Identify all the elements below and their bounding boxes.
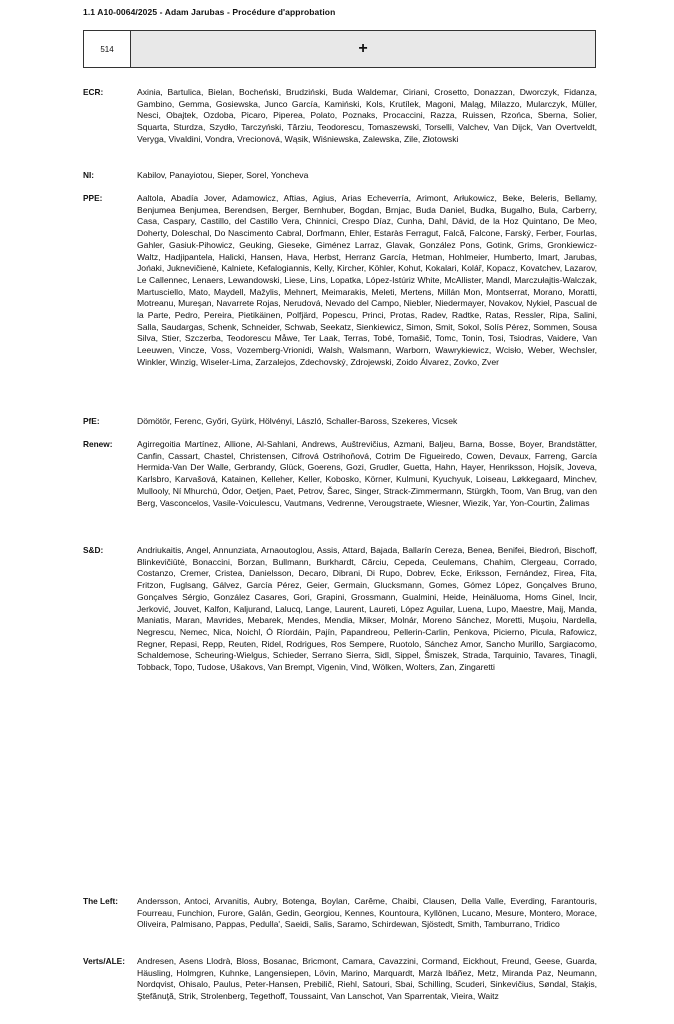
group-members: Agirregoitia Martínez, Allione, Al-Sahlani, Andrews, Auštrevičius, Azmani, Baljeu, Barna, Bosse, Boyer, Brandstätter, Canfin, Cassart, Chastel, Christensen, Cifrová Ostrihoňová, Cotrim De Figueiredo, Cowen, Devaux, Farreng, García Hermida-Van Der Walle, Gerbrandy, Glück, Goerens, Gozi, Grudler, Guetta, Hahn, Hayer, Henriksson, Hojsík, Joveva, Karlsbro, Karvašová, Katainen, Kelleher, Keller, Kobosko, Körner, Kulmuni, Kyuchyuk, Loiseau, Løkkegaard, Minchev, Mullooly, Ní Mhurchú, Ödor, Oetjen, Paet, Petrov, Šarec, Singer, Strack-Zimmermann, Stürgkh, Toom, Van Brug, van den Berg, Vasconcelos, Vasile-Voiculescu, Vautmans, Vedrenne, Verougstraete, Wiesner, Wiezik, Yar, Yon-Courtin, Žalimas bbox=[137, 439, 597, 508]
group-label: The Left: bbox=[83, 896, 119, 906]
group-label: Verts/ALE: bbox=[83, 956, 125, 966]
group-renew bbox=[83, 439, 597, 509]
page-break bbox=[0, 812, 674, 818]
group-members: Axinia, Bartulica, Bielan, Bocheński, Brudziński, Buda Waldemar, Ciriani, Crosetto, Donazzan, Dworczyk, Fidanza, Gambino, Gemma, Gosiewska, Junco García, Kamiński, Kols, Krutílek, Magoni, Maląg, Milazzo, Mularczyk, Müller, Nesci, Obajtek, Ozdoba, Picaro, Piperea, Polato, Poznaks, Procaccini, Razza, Ruissen, Rzońca, Sberna, Solier, Squarta, Sturdza, Szydło, Tarczyński, Târziu, Teodorescu, Tomaszewski, Torselli, Valchev, Van Dijck, Van Overtveldt, Veryga, Vivaldini, Vondra, Vrecionová, Wąsik, Wiśniewska, Zalewska, Zile, Złotowski bbox=[137, 87, 597, 144]
group-members: Andresen, Asens Llodrà, Bloss, Bosanac, Bricmont, Camara, Cavazzini, Cormand, Eickhout, Freund, Geese, Guarda, Häusling, Holmgren, Kuhnke, Langensiepen, Lövin, Marino, Marquardt, Marzà Ibáñez, Metz, Miranda Paz, Neumann, Nordqvist, Ohisalo, Paulus, Peter-Hansen, Prebilič, Riehl, Satouri, Sbai, Schilling, Scuderi, Sinkevičius, Søndal, Staķis, Ştefănuţă, Strik, Strolenberg, Tegethoff, Toussaint, Van Lanschot, Van Sparrentak, Vieira, Waitz bbox=[137, 956, 597, 1002]
group-label: NI: bbox=[83, 170, 95, 180]
group-members: Dömötör, Ferenc, Győri, Gyürk, Hölvényi, László, Schaller-Baross, Szekeres, Vicsek bbox=[137, 416, 458, 426]
vote-sign: + bbox=[131, 31, 595, 67]
group-the-left bbox=[83, 896, 597, 931]
vote-result-box bbox=[83, 30, 596, 68]
group-members: Andersson, Antoci, Arvanitis, Aubry, Botenga, Boylan, Carême, Chaibi, Clausen, Della Valle, Everding, Farantouris, Fourreau, Funchion, Furore, Galán, Gedin, Georgiou, Kennes, Kountoura, Kyllönen, Lucano, Mesure, Montero, Morace, Oliveira, Palmisano, Pappas, Pedulla', Saeidi, Salis, Saramo, Schirdewan, Sjöstedt, Smith, Tamburrano, Tridico bbox=[137, 896, 597, 930]
group-label: Renew: bbox=[83, 439, 113, 449]
group-verts-ale bbox=[83, 956, 597, 1003]
group-label: S&D: bbox=[83, 545, 104, 555]
group-label: PfE: bbox=[83, 416, 100, 426]
vote-count: 514 bbox=[84, 31, 131, 67]
page-title: 1.1 A10-0064/2025 - Adam Jarubas - Procédure d'approbation bbox=[83, 7, 336, 17]
group-ecr bbox=[83, 87, 597, 146]
group-members: Andriukaitis, Angel, Annunziata, Arnaoutoglou, Assis, Attard, Bajada, Ballarín Cereza, Benea, Benifei, Biedroń, Bischoff, Blinkevičiūtė, Bonaccini, Borzan, Bullmann, Burkhardt, Cărciu, Cepeda, Ceulemans, Chahim, Clergeau, Corrado, Costanzo, Cremer, Cristea, Danielsson, Decaro, Dibrani, Di Rupo, Dobrev, Ecke, Eriksson, Fernández, Firea, Fita, Fritzon, Fuglsang, Gálvez, García Pérez, Geier, Germain, Glucksmann, Gomes, Gómez López, Gonçalves Bruno, Gonçalves Sérgio, González Casares, Gori, Grapini, Grossmann, Gualmini, Heide, Heinäluoma, Homs Ginel, Incir, Jerković, Jouvet, Kalfon, Kaljurand, Lalucq, Lange, Laurent, Laureti, López Aguilar, Luena, Lupo, Maestre, Maij, Manda, Maniatis, Maran, Mavrides, Mebarek, Mendes, Mendia, Mikser, Molnár, Moreno Sánchez, Moretti, Muşoiu, Nardella, Negrescu, Nemec, Nica, Noichl, Ó Ríordáin, Pajín, Papandreou, Pellerin-Carlin, Penkova, Picierno, Picula, Rafowicz, Regner, Repasi, Repp, Reuten, Ridel, Rodrigues, Ros Sempere, Ruotolo, Sánchez Amor, Sancho Murillo, Sargiacomo, Schaldemose, Scheuring-Wielgus, Schieder, Serrano Sierra, Sidl, Sippel, Šmiszek, Strada, Tarquinio, Tavares, Tinagli, Tobback, Topo, Tudose, Ušakovs, Van Brempt, Vigenin, Vind, Wölken, Wolters, Zan, Zingaretti bbox=[137, 545, 597, 673]
group-pfe bbox=[83, 416, 597, 428]
group-label: PPE: bbox=[83, 193, 103, 203]
group-members: Aaltola, Abadía Jover, Adamowicz, Aftias, Agius, Arias Echeverría, Arimont, Arłukowicz, Beke, Beleris, Bellamy, Benjumea Benjumea, Berendsen, Berger, Bernhuber, Bogdan, Brnjac, Buda Daniel, Budka, Bugalho, Bula, Carberry, Casa, Caspary, Castillo, del Castillo Vera, Chinnici, Crespo Díaz, Cunha, Dahl, Dávid, de la Hoz Quintano, De Meo, Doherty, Doleschal, Do Nascimento Cabral, Dorfmann, Ehler, Estaràs Ferragut, Falcă, Falcone, Farský, Ferber, Fourlas, Gahler, Gasiuk-Pihowicz, Geuking, Gieseke, Giménez Larraz, Glavak, González Pons, Gotink, Grims, Gronkiewicz-Waltz, Hadjipantela, Halicki, Hansen, Hava, Herbst, Herranz García, Hetman, Hohlmeier, Humberto, Imart, Jarubas, Jońaki, Juknevičienė, Kalniete, Kefalogiannis, Kelly, Kircher, Köhler, Kohut, Kokalari, Kolář, Kopacz, Kovatchev, Lazarov, Le Callennec, Lenaers, Lewandowski, Liese, Lins, Lopatka, López-Istúriz White, McAllister, Mandl, Marczułajtis-Walczak, Martusciello, Mato, Maydell, Mažylis, Mehnert, Meimarakis, Meleti, Mertens, Millán Mon, Montserrat, Morano, Moratti, Motreanu, Mureşan, Navarrete Rojas, Nerudová, Nevado del Campo, Niebler, Niedermayer, Novakov, Nykiel, Pascual de la Parte, Pedro, Pereira, Pietikäinen, Polfjärd, Popescu, Princi, Protas, Radev, Radtke, Ratas, Ressler, Ripa, Salini, Salla, Saudargas, Schenk, Schneider, Schwab, Seekatz, Sienkiewicz, Simon, Smit, Sokol, Solís Pérez, Sommen, Sousa Silva, Stier, Szczerba, Teodorescu Måwe, Ter Laak, Terras, Tobé, Tomašič, Tomc, Tonin, Tosi, Tsiodras, Vaidere, Van Leeuwen, Vincze, Voss, Vozemberg-Vrionidi, Walsh, Walsmann, Warborn, Wawrykiewicz, Wcisło, Weber, Wechsler, Winkler, Winzig, Wiseler-Lima, Zarzalejos, Zdechovský, Zdrojewski, Zoido Álvarez, Zovko, Zver bbox=[137, 193, 597, 367]
group-label: ECR: bbox=[83, 87, 104, 97]
group-ppe bbox=[83, 193, 597, 369]
group-members: Kabilov, Panayiotou, Sieper, Sorel, Yoncheva bbox=[137, 170, 309, 180]
group-ni bbox=[83, 170, 597, 182]
group-sd bbox=[83, 545, 597, 674]
